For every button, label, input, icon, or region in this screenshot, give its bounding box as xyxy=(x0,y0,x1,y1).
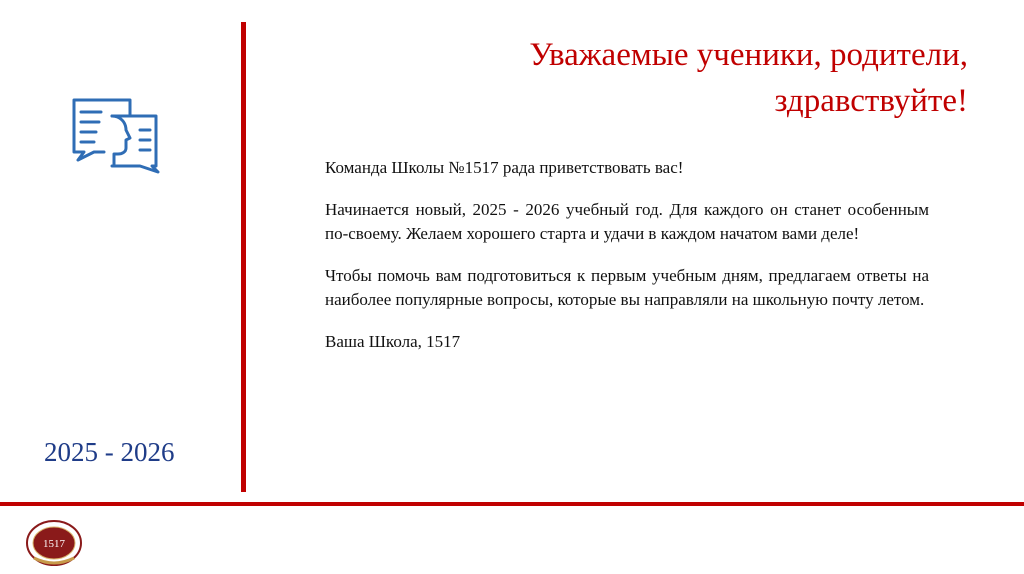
school-emblem-icon xyxy=(24,518,84,568)
slide-title xyxy=(368,32,968,124)
chat-dialogue-icon xyxy=(68,96,162,174)
greeting-paragraph: Чтобы помочь вам подготовиться к первым учебным дням, предлагаем ответы на наиболее популярные вопросы, которые вы направляли на школьную почту летом. xyxy=(325,266,929,309)
horizontal-divider xyxy=(0,502,1024,506)
greeting-text xyxy=(325,156,929,370)
signature: Ваша Школа, 1517 xyxy=(325,332,461,351)
school-year-label: 2025 - 2026 xyxy=(44,437,175,467)
slide-title-line-1: Уважаемые ученики, родители, xyxy=(529,37,968,73)
greeting-paragraph: Начинается новый, 2025 - 2026 учебный год. Для каждого он станет особенным по-своему. Желаем хорошего старта и удачи в каждом начатом вами деле! xyxy=(325,200,929,243)
slide-title-line-2: здравствуйте! xyxy=(774,83,968,119)
greeting-paragraph: Команда Школы №1517 рада приветствовать вас! xyxy=(325,158,684,177)
emblem-number: 1517 xyxy=(43,538,65,550)
vertical-divider xyxy=(241,22,246,492)
